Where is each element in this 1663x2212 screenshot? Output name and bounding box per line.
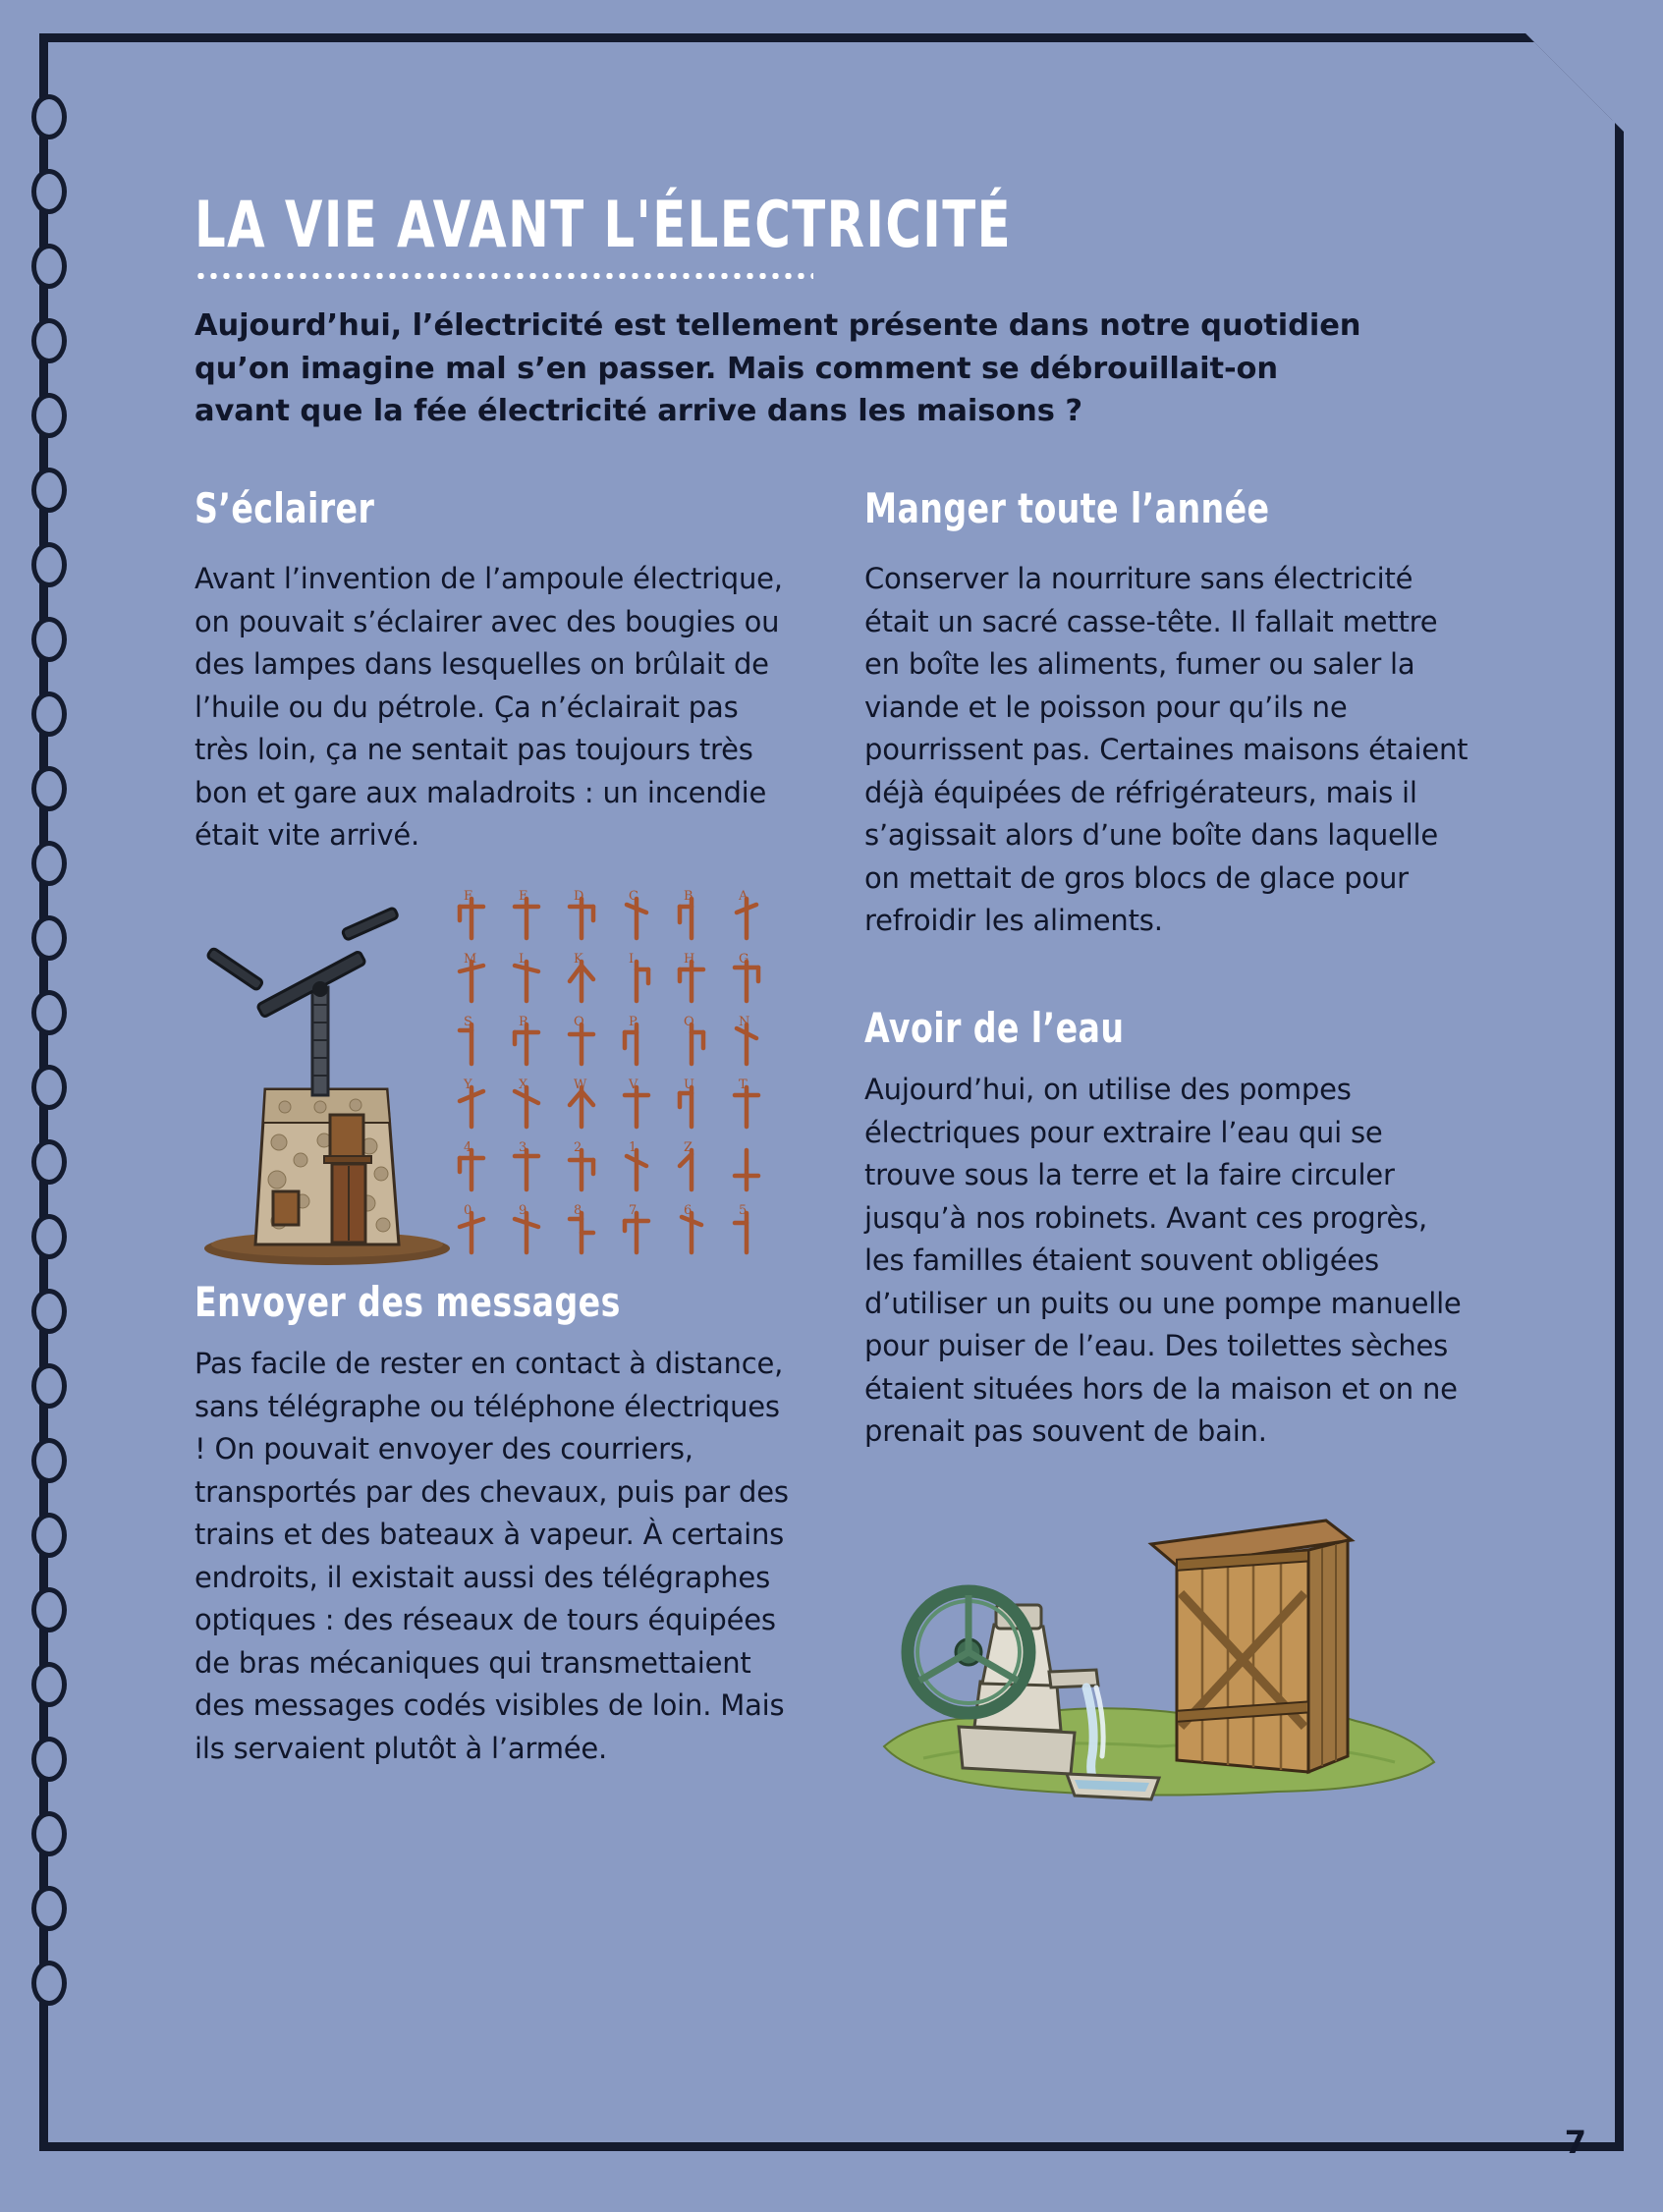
glyph-letter-label: 4 xyxy=(464,1139,472,1155)
section-body-envoyer-des-messages: Pas facile de rester en contact à distance, sans télégraphe ou téléphone électriques ! On pouvait envoyer des courriers, transportés par des chevaux, puis par des trains et des bateaux à vapeur. À certains endroits, il existait aussi des télégraphes optiques : des réseaux de tours équipées de bras mécaniques qui transmettaient des messages codés visibles de loin. Mais ils servaient plutôt à l’armée. xyxy=(194,1347,789,1765)
binding-hole xyxy=(31,617,67,662)
section-heading-seclairer: S’éclairer xyxy=(194,485,375,533)
binding-hole xyxy=(31,1513,67,1558)
binding-hole xyxy=(31,691,67,737)
section-body-manger-toute-lannee: Conserver la nourriture sans électricité était un sacré casse-tête. Il fallait mettre en boîte les aliments, fumer ou saler la viande et le poisson pour qu’ils ne pourrissent pas. Certaines maisons étaient déjà équipées de réfrigérateurs, mais il s’agissait alors d’une boîte dans laquelle on mettait de gros blocs de glace pour refroidir les aliments. xyxy=(864,562,1469,938)
glyph-letter-label: G xyxy=(739,951,749,967)
glyph-letter-label: T xyxy=(739,1077,748,1092)
glyph-letter-label: B xyxy=(684,888,693,904)
binding-hole xyxy=(31,1438,67,1483)
glyph-letter-label: O xyxy=(684,1014,694,1029)
intro-paragraph: Aujourd’hui, l’électricité est tellement présente dans notre quotidien qu’on imagine mal s’en passer. Mais comment se débrouillait-on avant que la fée électricité arrive dans les maisons ? xyxy=(194,307,1361,429)
page-number: 7 xyxy=(1564,2124,1586,2161)
binding-hole xyxy=(31,94,67,139)
section-heading-envoyer-des-messages: Envoyer des messages xyxy=(194,1279,621,1327)
section-body-seclairer: Avant l’invention de l’ampoule électrique, on pouvait s’éclairer avec des bougies ou des lampes dans lesquelles on brûlait de l’huile ou du pétrole. Ça n’éclairait pas très loin, ça ne sentait pas toujours très bon et gare aux maladroits : un incendie était vite arrivé. xyxy=(194,562,783,853)
page-title: LA VIE AVANT L'ÉLECTRICITÉ xyxy=(194,189,1013,262)
glyph-letter-label: 3 xyxy=(519,1139,527,1155)
glyph-letter-label: 2 xyxy=(574,1139,582,1155)
binding-hole xyxy=(31,1587,67,1632)
binding-hole xyxy=(31,1811,67,1856)
glyph-letter-label: Q xyxy=(574,1014,584,1029)
binding-hole xyxy=(31,1139,67,1185)
glyph-letter-label: 1 xyxy=(629,1139,637,1155)
binding-hole xyxy=(31,766,67,811)
binding-hole xyxy=(31,468,67,513)
section-spacer xyxy=(864,951,1473,1008)
glyph-letter-label: E xyxy=(519,888,528,904)
glyph-letter-label: D xyxy=(574,888,584,904)
binding-hole xyxy=(31,1214,67,1259)
glyph-letter-label: S xyxy=(464,1014,472,1029)
glyph-letter-label: A xyxy=(739,888,748,904)
binding-hole xyxy=(31,1662,67,1707)
glyph-letter-label: H xyxy=(684,951,695,967)
title-underline xyxy=(194,273,813,279)
binding-hole xyxy=(31,1961,67,2006)
two-column-layout xyxy=(194,485,1481,1803)
glyph-letter-label: 5 xyxy=(739,1202,748,1218)
binding-hole xyxy=(31,1737,67,1782)
glyph-letter-label: C xyxy=(629,888,638,904)
binding-hole xyxy=(31,244,67,289)
glyph-letter-label: 9 xyxy=(519,1202,527,1218)
glyph-letter-label: K xyxy=(574,951,583,967)
glyph-letter-label: 6 xyxy=(684,1202,693,1218)
glyph-letter-label: P xyxy=(629,1014,637,1029)
glyph-letter-label: N xyxy=(739,1014,750,1029)
glyph-letter-label: M xyxy=(464,951,477,967)
glyph-letter-label: 0 xyxy=(464,1202,472,1218)
binding-hole xyxy=(31,1886,67,1931)
glyph-letter-label: R xyxy=(519,1014,528,1029)
glyph-letter-label: I xyxy=(629,951,635,967)
glyph-letter-label: Y xyxy=(464,1077,472,1092)
glyph-letter-label: W xyxy=(574,1077,587,1092)
glyph-letter-label: V xyxy=(629,1077,638,1092)
section-body-avoir-de-leau: Aujourd’hui, on utilise des pompes électriques pour extraire l’eau qui se trouve sous la terre et la faire circuler jusqu’à nos robinets. Avant ces progrès, les familles étaient souvent obligées d’utiliser un puits ou une pompe manuelle pour puiser de l’eau. Des toilettes sèches étaient situées hors de la maison et on ne prenait pas souvent de bain. xyxy=(864,1073,1462,1449)
right-column xyxy=(864,485,1473,1803)
binding-hole xyxy=(31,393,67,438)
glyph-letter-label: U xyxy=(684,1077,694,1092)
glyph-letter-label: 8 xyxy=(574,1202,582,1218)
binding-hole xyxy=(31,542,67,587)
section-heading-manger-toute-lannee: Manger toute l’année xyxy=(864,485,1270,533)
spiral-binding xyxy=(31,94,67,2039)
optical-telegraph-tower-illustration xyxy=(194,879,784,1272)
page-content xyxy=(194,189,1481,1803)
water-pump-and-outhouse-illustration xyxy=(864,1479,1473,1803)
binding-hole xyxy=(31,1363,67,1409)
binding-hole xyxy=(31,169,67,214)
binding-hole xyxy=(31,990,67,1035)
section-heading-avoir-de-leau: Avoir de l’eau xyxy=(864,1005,1125,1053)
binding-hole xyxy=(31,1289,67,1334)
semaphore-alphabet-grid xyxy=(440,879,784,1272)
glyph-letter-label: L xyxy=(519,951,527,967)
binding-hole xyxy=(31,1065,67,1110)
glyph-letter-label: 7 xyxy=(629,1202,637,1218)
glyph-letter-label: X xyxy=(519,1077,528,1092)
binding-hole xyxy=(31,915,67,961)
binding-hole xyxy=(31,318,67,363)
glyph-letter-label: F xyxy=(464,888,473,904)
left-column xyxy=(194,485,794,1803)
glyph-letter-label: Z xyxy=(684,1139,693,1155)
binding-hole xyxy=(31,841,67,886)
